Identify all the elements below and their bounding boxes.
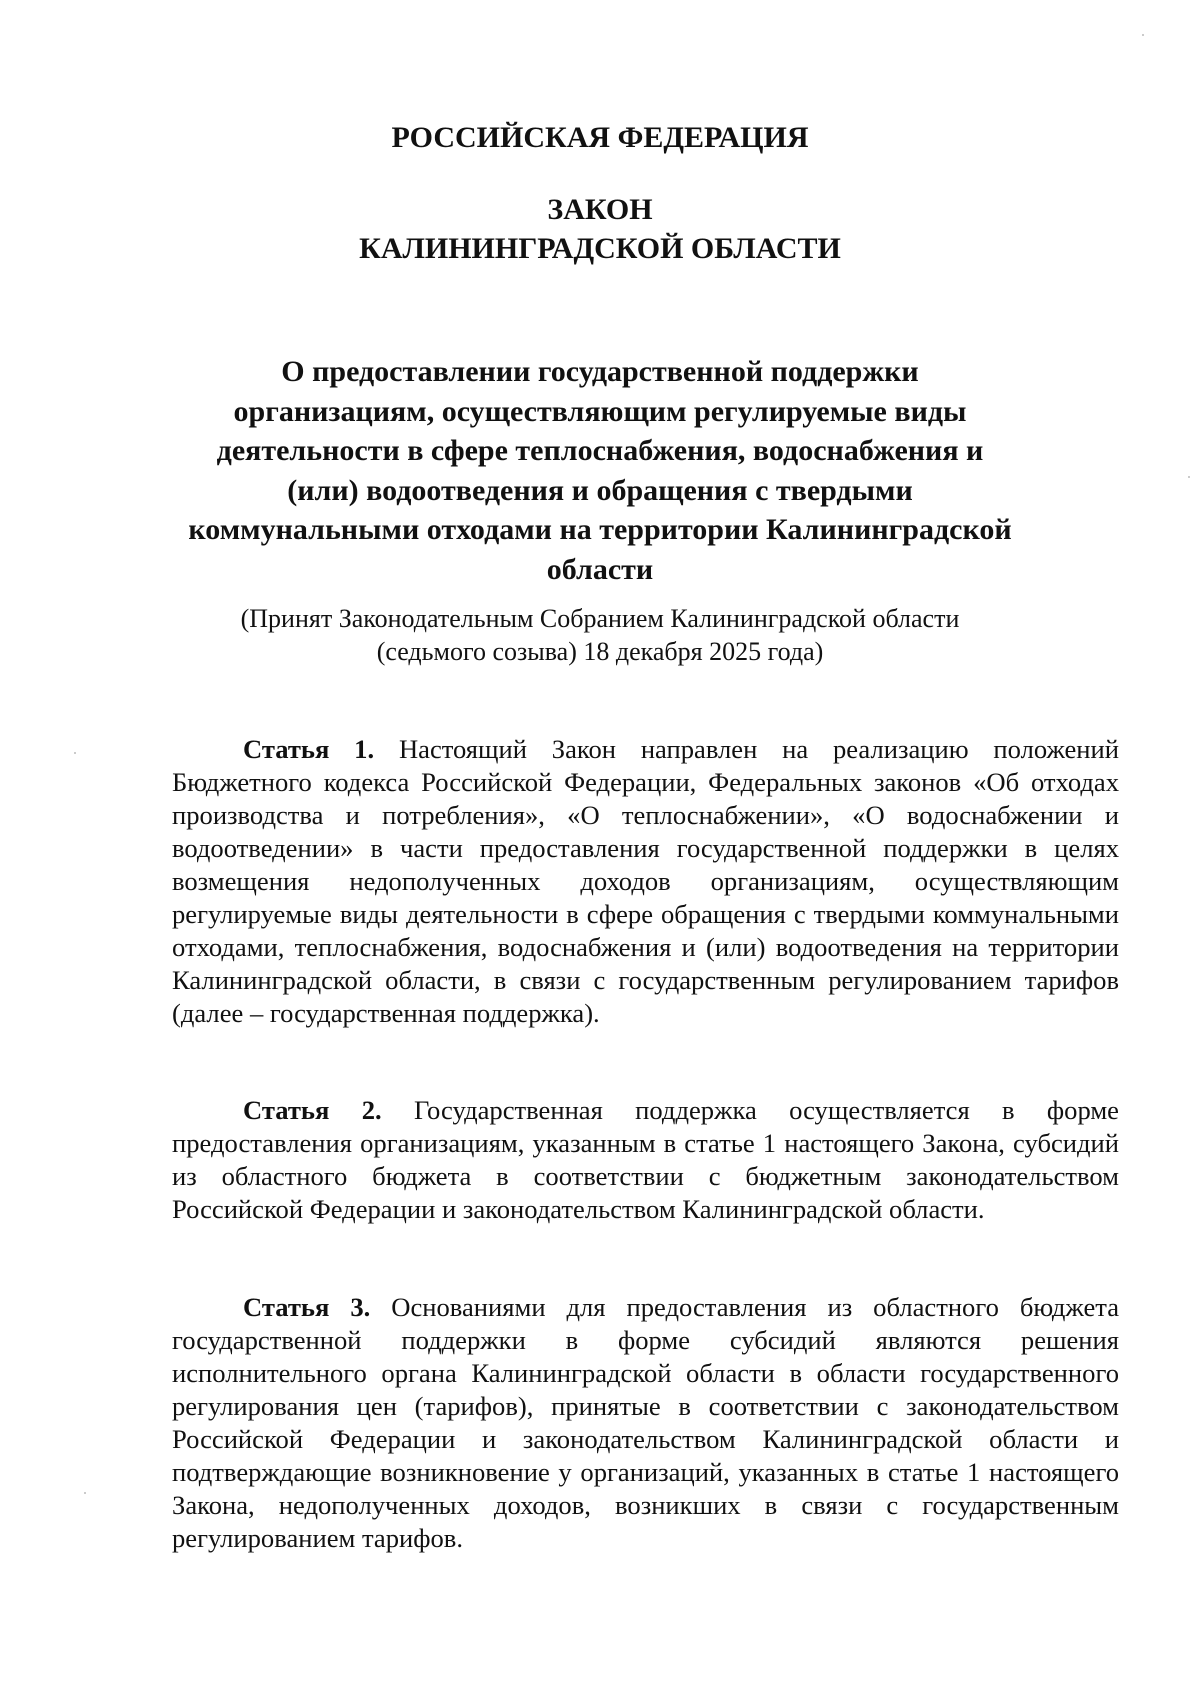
article-3	[172, 1291, 1119, 1555]
law-heading: ЗАКОН	[547, 193, 653, 226]
adoption-note	[180, 602, 1020, 668]
scan-speck	[84, 1492, 86, 1494]
article-2	[172, 1094, 1119, 1226]
article-2-text: Государственная поддержка осуществляется в форме предоставления организациям, указанным в статье 1 настоящего Закона, субсидий из областного бюджета в соответствии с бюджетным законодательством Российской Федерации и законодательством Калининградской области.	[172, 1095, 1119, 1224]
adoption-note-line-2: (седьмого созыва) 18 декабря 2025 года)	[376, 637, 824, 666]
adoption-note-line-1: (Принят Законодательным Собранием Калининградской области	[240, 604, 960, 633]
country-heading: РОССИЙСКАЯ ФЕДЕРАЦИЯ	[391, 121, 809, 154]
scan-speck	[1142, 34, 1144, 36]
scan-speck	[1188, 476, 1190, 478]
article-3-text: Основаниями для предоставления из областного бюджета государственной поддержки в форме субсидий являются решения исполнительного органа Калининградской области в области государственного регулирования цен (тарифов), принятые в соответствии с законодательством Российской Федерации и законодательством Калининградской области и подтверждающие возникновение у организаций, указанных в статье 1 настоящего Закона, недополученных доходов, возникших в связи с государственным регулированием тарифов.	[172, 1292, 1119, 1553]
article-3-label: Статья 3.	[243, 1292, 371, 1322]
article-1-label: Статья 1.	[243, 734, 375, 764]
region-heading: КАЛИНИНГРАДСКОЙ ОБЛАСТИ	[359, 232, 841, 265]
article-2-label: Статья 2.	[243, 1095, 382, 1125]
article-1-text: Настоящий Закон направлен на реализацию положений Бюджетного кодекса Российской Федерации, Федеральных законов «Об отходах производства и потребления», «О теплоснабжении», «О водоснабжении и водоотведении» в части предоставления государственной поддержки в целях возмещения недополученных доходов организациям, осуществляющим регулируемые виды деятельности в сфере обращения с твердыми коммунальными отходами, теплоснабжения, водоснабжения и (или) водоотведения на территории Калининградской области, в связи с государственным регулированием тарифов (далее – государственная поддержка).	[172, 734, 1119, 1028]
law-title: О предоставлении государственной поддержки организациям, осуществляющим регулируемые виды деятельности в сфере теплоснабжения, водоснабжения и (или) водоотведения и обращения с твердыми коммунальными отходами на территории Калининградской области	[188, 355, 1012, 586]
scan-speck	[74, 752, 76, 754]
article-1	[172, 733, 1119, 1030]
